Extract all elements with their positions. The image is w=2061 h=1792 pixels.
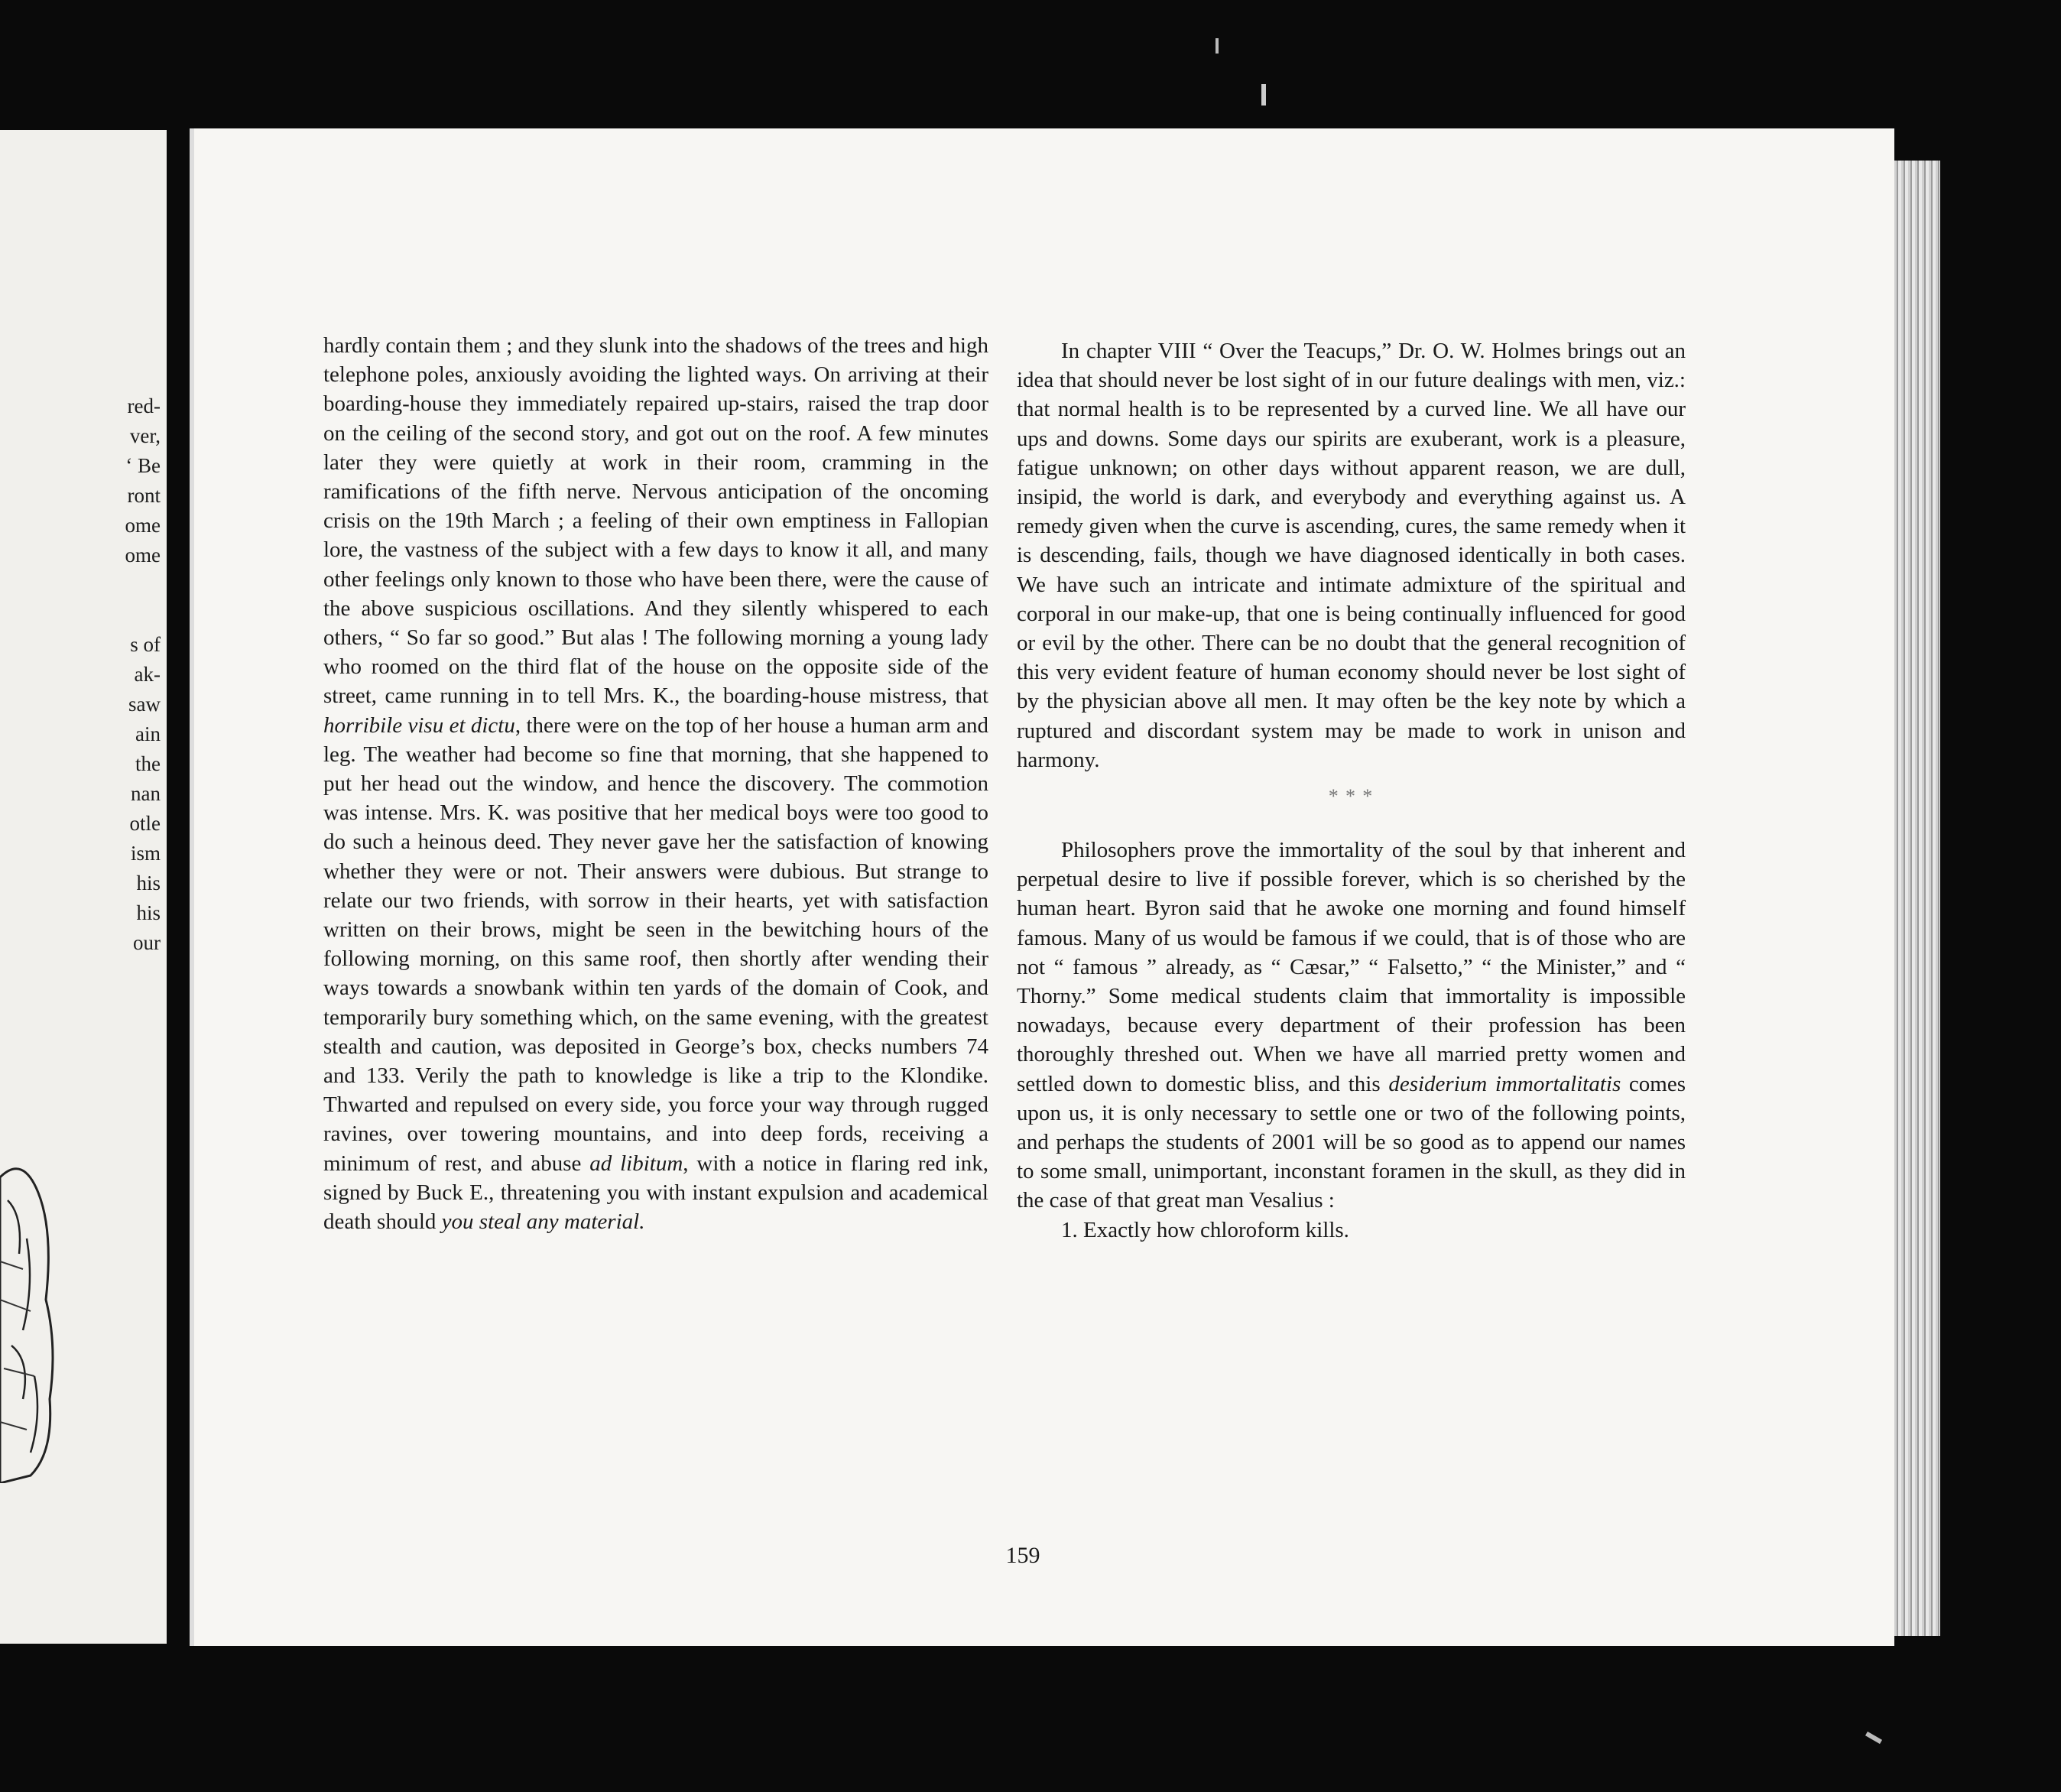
text-fragment: ver, [129,424,161,447]
text-fragment: nan [131,782,161,805]
text-run: comes upon us, it is only necessary to settle one or two of the following points, and perhaps the students of 2001 will be so good as to append our names to some small, unimportant, inconstant foramen in the skull, as they did in the case of that great man Vesalius : [1017,1071,1686,1213]
text-fragment: ‘ Be [125,454,161,477]
text-fragment: our [133,931,161,954]
current-page [190,128,1894,1646]
section-separator: * * * [1328,785,1375,808]
paragraph: In chapter VIII “ Over the Teacups,” Dr. O. W. Holmes brings out an idea that should never be lost sight of in our future dealings with men, viz.: that normal health is to be represented by a curved line. We all have our ups and downs. Some days our spirits are exuberant, work is a pleasure, fatigue unknown; on other days without apparent reason, we are dull, insipid, the world is dark, and everybody and everything against us. A remedy given when the curve is ascending, cures, the same remedy when it is descending, fails, though we have diagnosed identically in both cases. We have such an intricate and intimate admixture of the spiritual and corporal in our make-up, that one is being continually influenced for good or evil by the other. There can be no doubt that the general recognition of this very evident feature of human economy should never be lost sight of by the physician above all men. It may often be the key note by which a ruptured and discordant system may be made to work in unison and harmony. [1017,339,1686,772]
text-fragment: ront [127,484,161,507]
text-run: Philosophers prove the immortality of the soul by that inherent and perpetual desire to live if possible forever, which is so cherished by the human heart. Byron said that he awoke one morning and found himself famous. Many of us would be famous if we could, that is of those who are not “ famous ” already, as “ Cæsar,” “ Falsetto,” “ the Minister,” and “ Thorny.” Some medical students claim that immortality is impossible nowadays, because every department of their profession has been thoroughly threshed out. When we have all married pretty women and settled down to domestic bliss, and this [1017,838,1686,1096]
text-fragment: otle [129,812,161,835]
dust-mark [1865,1732,1882,1744]
text-fragment: red- [127,394,161,417]
dust-mark [1216,38,1219,54]
text-fragment: ome [125,544,161,566]
left-text-column [323,331,988,1236]
italic-phrase: horribile visu et dictu [323,713,515,738]
italic-phrase: you steal any material. [441,1209,645,1235]
text-fragment [0,570,167,600]
dust-mark [1261,84,1266,106]
list-item: 1. Exactly how chloroform kills. [1061,1217,1349,1242]
text-fragment: his [136,872,161,894]
text-fragment: ain [135,722,161,745]
text-fragment: ome [125,514,161,537]
text-fragment: ism [130,842,161,865]
text-run: , there were on the top of her house a human arm and leg. The weather had become so fine that morning, that she happened to put her head out the window, and hence the discovery. The commotion was intense. Mrs. K. was positive that her medical boys were too good to do such a heinous deed. They never gave her the satisfaction of knowing whether they were or not. Their answers were dubious. But strange to relate our two friends, with sorrow in their hearts, yet with satisfaction written on their brows, might be seen in the bewitching hours of the following morning, on this same roof, then shortly after wending their ways towards a snowbank within ten yards of the domain of Cook, and temporarily bury something which, on the same evening, with the greatest stealth and caution, was deposited in George’s box, checks numbers 74 and 133. Verily the path to knowledge is like a trip to the Klondike. Thwarted and repulsed on every side, you force your way through rugged ravines, over towering mountains, and into deep fords, receiving a minimum of rest, and abuse [323,713,989,1176]
text-fragment: ak- [134,663,161,686]
previous-page-text [0,391,167,958]
text-fragment [0,600,167,630]
paragraph [1017,836,1686,1216]
text-run: hardly contain them ; and they slunk into the shadows of the trees and high telephone poles, anxiously avoiding the lighted ways. On arriving at their boarding-house they immediately repaired up-stairs, raised the trap door on the ceiling of the second story, and got out on the roof. A few minutes later they were quietly at work in their room, cramming in the ramifications of the fifth nerve. Nervous anticipation of the oncoming crisis on the 19th March ; a feeling of their own emptiness in Fallopian lore, the vastness of the subject with a few days to know it all, and many other feelings only known to those who have been there, were the cause of the above suspicious oscillations. And they silently whispered to each others, “ So far so good.” But alas ! The following morning a young lady who roomed on the third flat of the house on the opposite side of the street, came running in to tell Mrs. K., the boarding-house mistress, that [323,333,988,709]
right-text-column [1017,336,1686,1245]
text-run: , with a notice in flaring red ink, signed by Buck E., threatening you with instant expulsion and academical death should [323,1151,989,1235]
paragraph [323,331,988,1236]
text-fragment: his [136,901,161,924]
italic-phrase: desiderium immortalitatis [1388,1071,1621,1096]
page-number: 159 [1005,1543,1040,1568]
previous-page [0,130,167,1644]
italic-phrase: ad libitum [589,1151,683,1176]
text-fragment: the [135,752,161,775]
illustration-fragment [0,1147,61,1483]
text-fragment: saw [128,693,161,716]
text-fragment: s of [130,633,161,656]
page-edge-stack [1894,161,1940,1636]
